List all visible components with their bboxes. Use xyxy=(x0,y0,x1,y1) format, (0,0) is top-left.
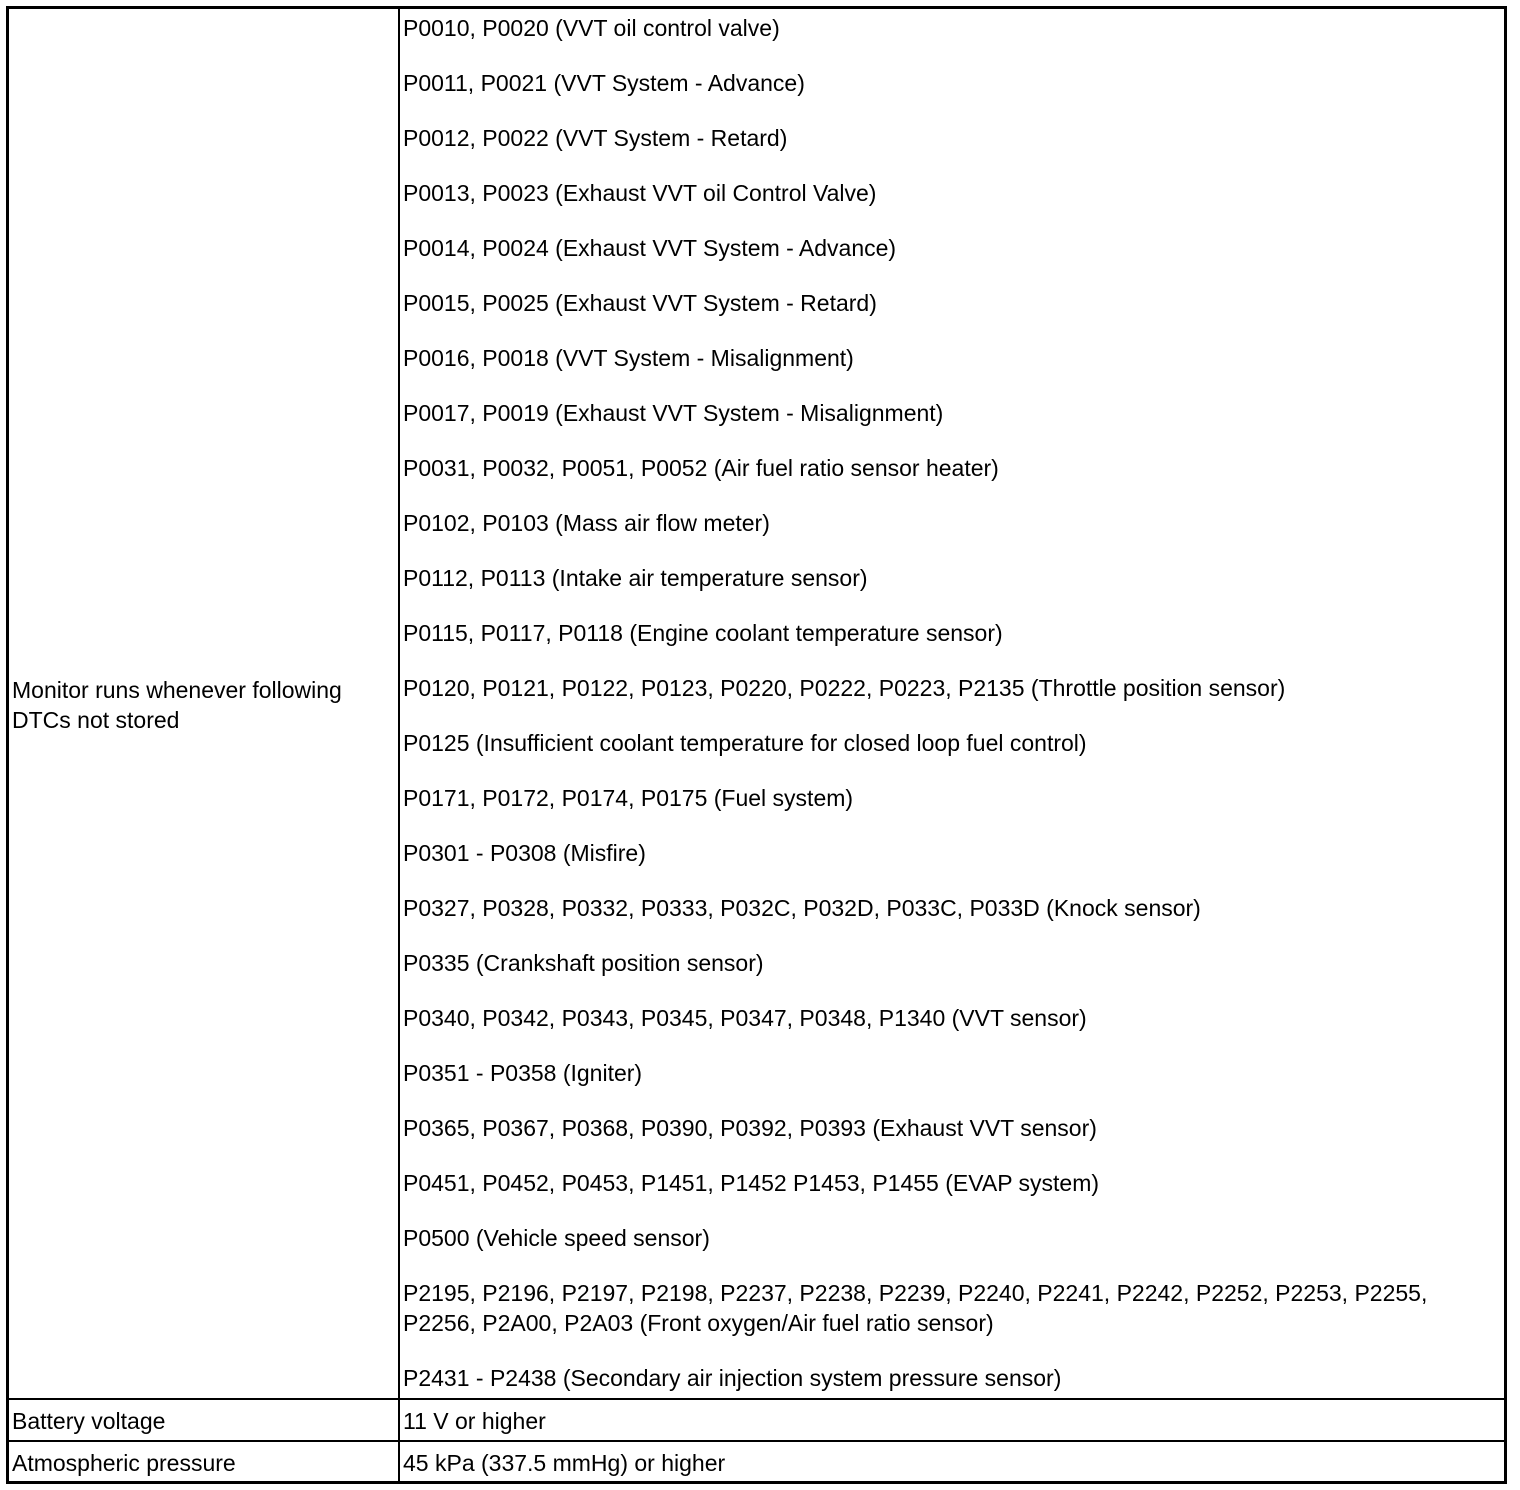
dtc-item: P0335 (Crankshaft position sensor) xyxy=(403,950,764,976)
dtc-item: P0013, P0023 (Exhaust VVT oil Control Valve) xyxy=(403,180,877,206)
row-divider-pressure xyxy=(9,1440,1504,1442)
dtc-item: P0125 (Insufficient coolant temperature for closed loop fuel control) xyxy=(403,730,1087,756)
dtc-item: P0120, P0121, P0122, P0123, P0220, P0222, P0223, P2135 (Throttle position sensor) xyxy=(403,675,1286,701)
dtc-item: P0011, P0021 (VVT System - Advance) xyxy=(403,70,805,96)
dtc-item: P0351 - P0358 (Igniter) xyxy=(403,1060,643,1086)
column-divider xyxy=(398,9,400,1481)
dtc-item: P0500 (Vehicle speed sensor) xyxy=(403,1225,710,1251)
dtc-item: P0014, P0024 (Exhaust VVT System - Advance) xyxy=(403,235,897,261)
atmospheric-pressure-label: Atmospheric pressure xyxy=(12,1450,236,1476)
dtc-item: P0451, P0452, P0453, P1451, P1452 P1453, P1455 (EVAP system) xyxy=(403,1170,1100,1196)
battery-voltage-label: Battery voltage xyxy=(12,1408,166,1434)
dtc-item: P0301 - P0308 (Misfire) xyxy=(403,840,646,866)
dtc-item: P0327, P0328, P0332, P0333, P032C, P032D, P033C, P033D (Knock sensor) xyxy=(403,895,1201,921)
dtc-item: P2195, P2196, P2197, P2198, P2237, P2238, P2239, P2240, P2241, P2242, P2252, P2253, P2255, P2256, P2A00, P2A03 (Front oxygen/Air fuel ratio sensor) xyxy=(403,1280,1428,1336)
conditions-table xyxy=(6,6,1507,1484)
dtc-item: P0015, P0025 (Exhaust VVT System - Retard) xyxy=(403,290,877,316)
dtc-item: P0017, P0019 (Exhaust VVT System - Misalignment) xyxy=(403,400,944,426)
dtc-item: P0031, P0032, P0051, P0052 (Air fuel ratio sensor heater) xyxy=(403,455,999,481)
dtc-item: P0016, P0018 (VVT System - Misalignment) xyxy=(403,345,854,371)
battery-voltage-value: 11 V or higher xyxy=(403,1408,546,1434)
dtc-item: P0171, P0172, P0174, P0175 (Fuel system) xyxy=(403,785,854,811)
dtc-item: P0365, P0367, P0368, P0390, P0392, P0393 (Exhaust VVT sensor) xyxy=(403,1115,1097,1141)
dtc-list xyxy=(403,13,1483,1418)
dtc-item: P0010, P0020 (VVT oil control valve) xyxy=(403,15,780,41)
dtc-item: P0112, P0113 (Intake air temperature sensor) xyxy=(403,565,868,591)
atmospheric-pressure-value: 45 kPa (337.5 mmHg) or higher xyxy=(403,1450,726,1476)
dtc-item: P0012, P0022 (VVT System - Retard) xyxy=(403,125,788,151)
dtc-item: P0102, P0103 (Mass air flow meter) xyxy=(403,510,770,536)
monitor-condition-label: Monitor runs whenever following DTCs not stored xyxy=(12,677,342,733)
dtc-item: P0340, P0342, P0343, P0345, P0347, P0348, P1340 (VVT sensor) xyxy=(403,1005,1087,1031)
dtc-item: P0115, P0117, P0118 (Engine coolant temperature sensor) xyxy=(403,620,1003,646)
dtc-item: P2431 - P2438 (Secondary air injection system pressure sensor) xyxy=(403,1365,1062,1391)
